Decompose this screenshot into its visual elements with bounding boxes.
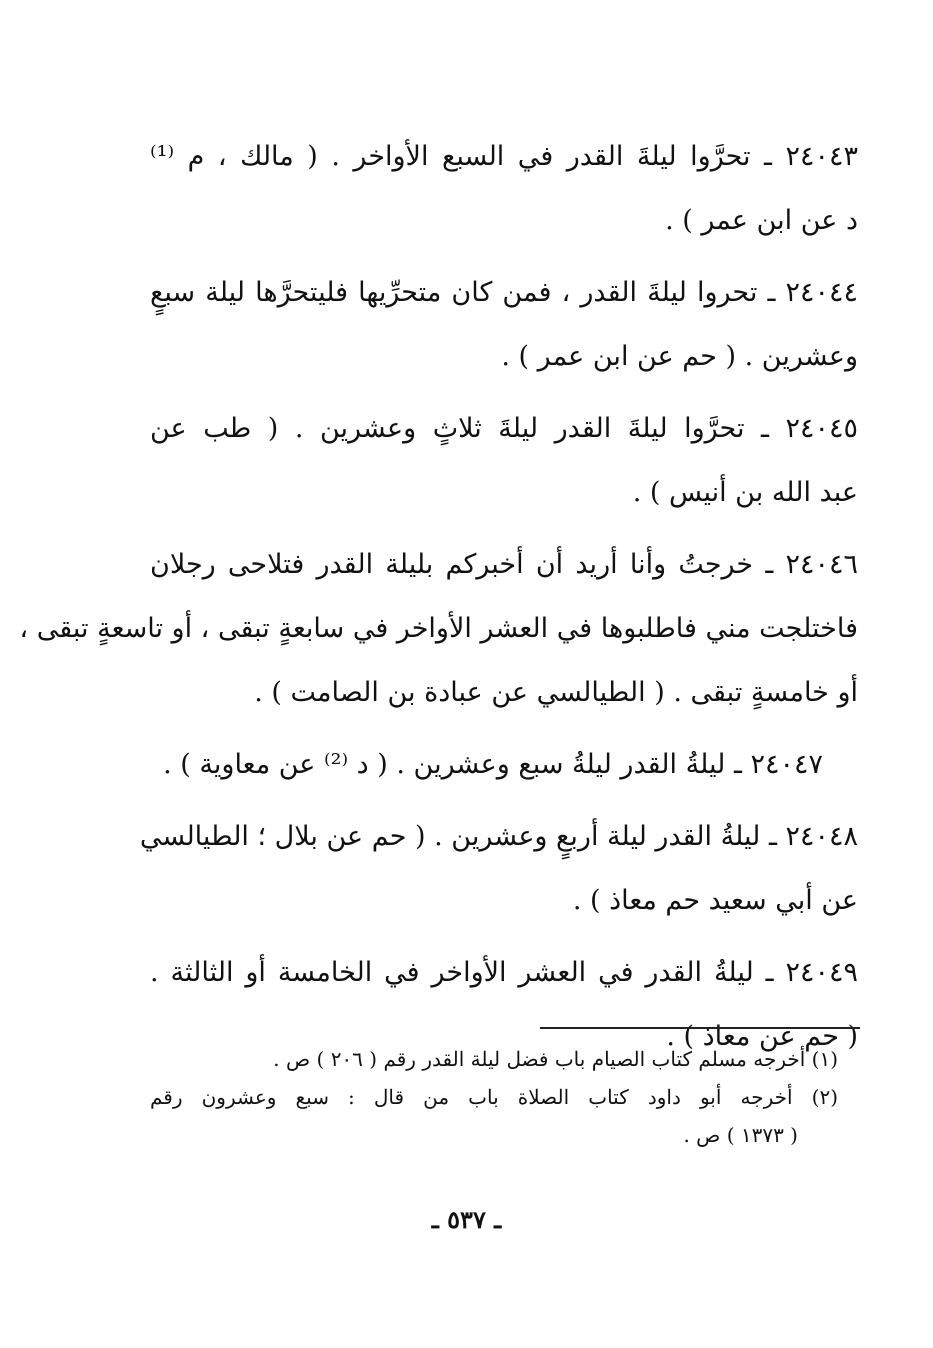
hadith-24043 (150, 125, 858, 253)
hadith-24048 (139, 805, 858, 933)
hadith-line: ٢٤٠٤٨ ـ ليلةُ القدر ليلة أربعٍ وعشرين . ( حم عن بلال ؛ الطيالسي (139, 821, 858, 852)
hadith-line: وعشرين . ( حم عن ابن عمر ) . (501, 341, 858, 372)
hadith-list (19, 125, 858, 1077)
hadith-line: أو خامسةٍ تبقى . ( الطيالسي عن عبادة بن الصامت ) . (254, 677, 858, 708)
footnote-line: ( ١٣٧٣ ) ص . (683, 1123, 798, 1147)
hadith-24045 (150, 397, 858, 525)
hadith-line: ٢٤٠٤٥ ـ تحرَّوا ليلةَ القدر ليلةَ ثلاثٍ وعشرين . ( طب عن (150, 413, 858, 444)
hadith-line: ٢٤٠٤٩ ـ ليلةُ القدر في العشر الأواخر في الخامسة أو الثالثة . (150, 957, 858, 988)
footnote-line: (٢) أخرجه أبو داود كتاب الصلاة باب من قال : سبع وعشرون رقم (150, 1085, 838, 1109)
hadith-line: فاختلجت مني فاطلبوها في العشر الأواخر في سابعةٍ تبقى ، أو تاسعةٍ تبقى ، (19, 613, 858, 644)
hadith-line: د عن ابن عمر ) . (665, 205, 858, 236)
hadith-line: ( حم عن معاذ ) . (666, 1021, 858, 1052)
footnotes (150, 1040, 838, 1154)
hadith-line: ٢٤٠٤٦ ـ خرجتُ وأنا أريد أن أخبركم بليلة القدر فتلاحى رجلان (150, 549, 858, 580)
hadith-line: ٢٤٠٤٤ ـ تحروا ليلةَ القدر ، فمن كان متحرِّيها فليتحرَّها ليلة سبعٍ (150, 277, 858, 308)
page-number: ـ ٥٣٧ ـ (431, 1205, 502, 1234)
hadith-line: ٢٤٠٤٧ ـ ليلةُ القدر ليلةُ سبع وعشرين . ( د ⁽²⁾ عن معاوية ) . (163, 749, 823, 780)
hadith-line: عبد الله بن أنيس ) . (632, 477, 858, 508)
footnote-2 (150, 1078, 838, 1154)
hadith-24046 (19, 533, 858, 725)
footnote-divider (540, 1027, 860, 1029)
footnote-line: (١) أخرجه مسلم كتاب الصيام باب فضل ليلة القدر رقم ( ٢٠٦ ) ص . (273, 1047, 838, 1071)
hadith-line: ٢٤٠٤٣ ـ تحرَّوا ليلةَ القدر في السبع الأواخر . ( مالك ، م ⁽¹⁾ (150, 141, 858, 172)
hadith-24044 (150, 261, 858, 389)
footnote-1 (150, 1040, 838, 1078)
hadith-line: عن أبي سعيد حم معاذ ) . (572, 885, 858, 916)
hadith-24047 (150, 733, 858, 797)
